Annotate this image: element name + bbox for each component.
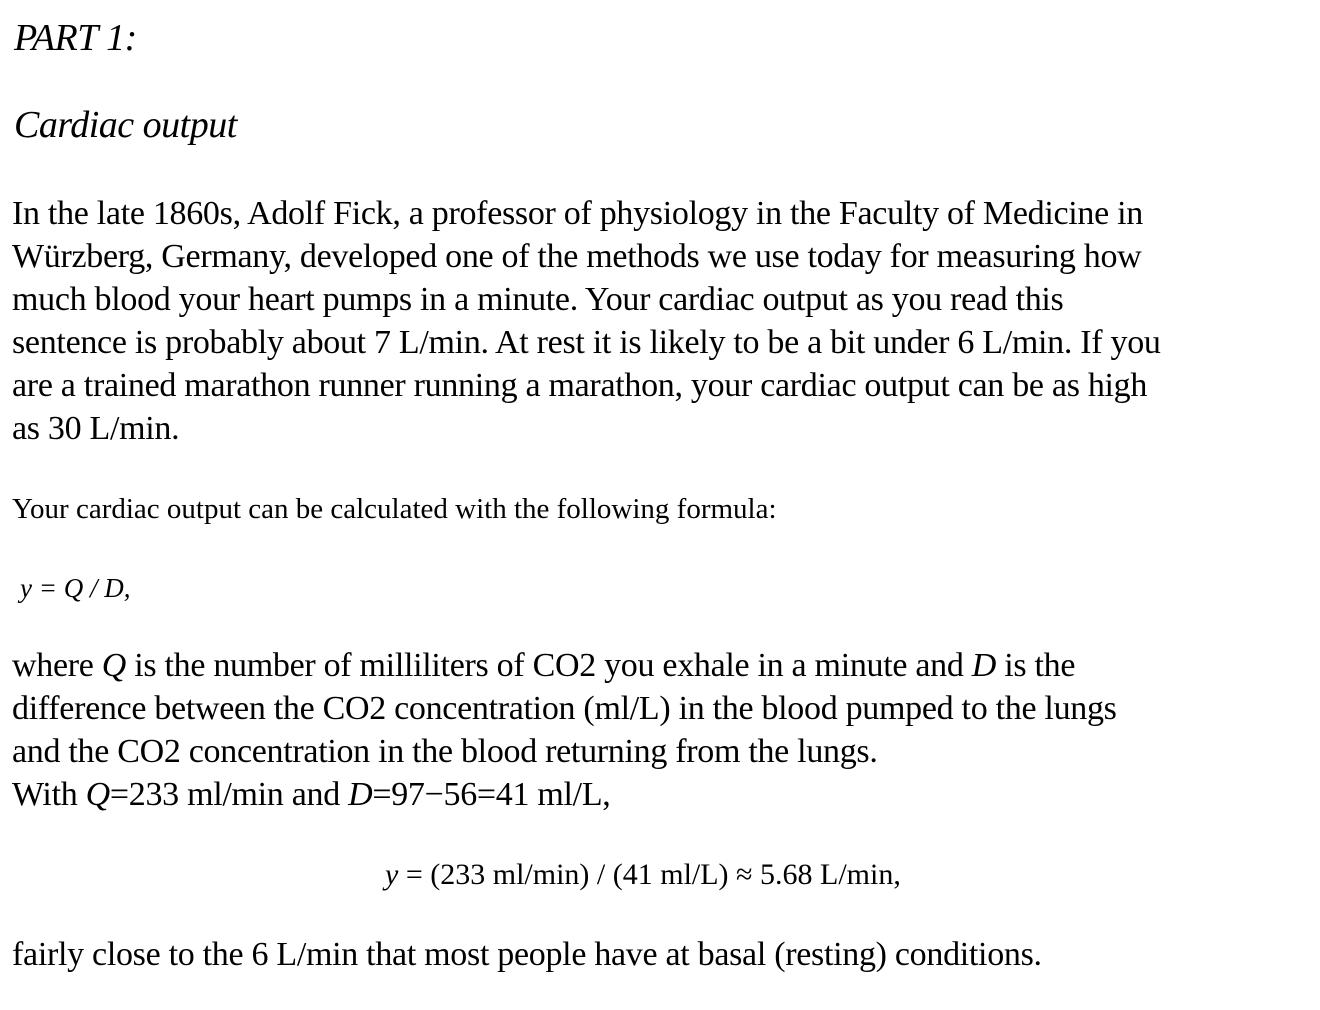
section-title: Cardiac output <box>14 104 237 146</box>
conclusion-text: fairly close to the 6 L/min that most people have at basal (resting) conditions. <box>12 936 1042 973</box>
result-expression: = (233 ml/min) / (41 ml/L) ≈ 5.68 L/min, <box>398 858 901 891</box>
intro-paragraph <box>12 192 1312 450</box>
variable-y: y <box>385 858 399 891</box>
intro-line: In the late 1860s, Adolf Fick, a professor of physiology in the Faculty of Medicine in <box>12 195 1143 232</box>
variable-q: Q <box>85 776 110 813</box>
explanation-text: =233 ml/min and <box>109 776 349 813</box>
explanation-text: is the number of milliliters of CO2 you exhale in a minute and <box>126 647 972 684</box>
explanation-line-3: and the CO2 concentration in the blood returning from the lungs. <box>12 733 878 770</box>
variable-d: D <box>971 647 997 684</box>
variable-d: D <box>348 776 373 813</box>
formula: y = Q / D, <box>20 573 131 603</box>
intro-line: much blood your heart pumps in a minute. Your cardiac output as you read this <box>12 281 1064 318</box>
formula-intro: Your cardiac output can be calculated with the following formula: <box>12 493 777 525</box>
explanation-text: where <box>12 647 102 684</box>
intro-line: sentence is probably about 7 L/min. At rest it is likely to be a bit under 6 L/min. If you <box>12 324 1161 361</box>
result-equation <box>385 856 901 894</box>
explanation-text: =97−56=41 ml/L, <box>372 776 611 813</box>
intro-line: as 30 L/min. <box>12 410 180 447</box>
explanation-text: is the <box>996 647 1076 684</box>
explanation-line-4 <box>12 773 1312 816</box>
intro-line: Würzberg, Germany, developed one of the methods we use today for measuring how <box>12 238 1142 275</box>
explanation-paragraph <box>12 644 1312 816</box>
intro-line: are a trained marathon runner running a marathon, your cardiac output can be as high <box>12 367 1148 404</box>
explanation-line-1 <box>12 644 1312 687</box>
explanation-line-2: difference between the CO2 concentration (ml/L) in the blood pumped to the lungs <box>12 690 1117 727</box>
explanation-text: With <box>12 776 86 813</box>
part-title: PART 1: <box>14 17 137 59</box>
variable-q: Q <box>101 647 127 684</box>
